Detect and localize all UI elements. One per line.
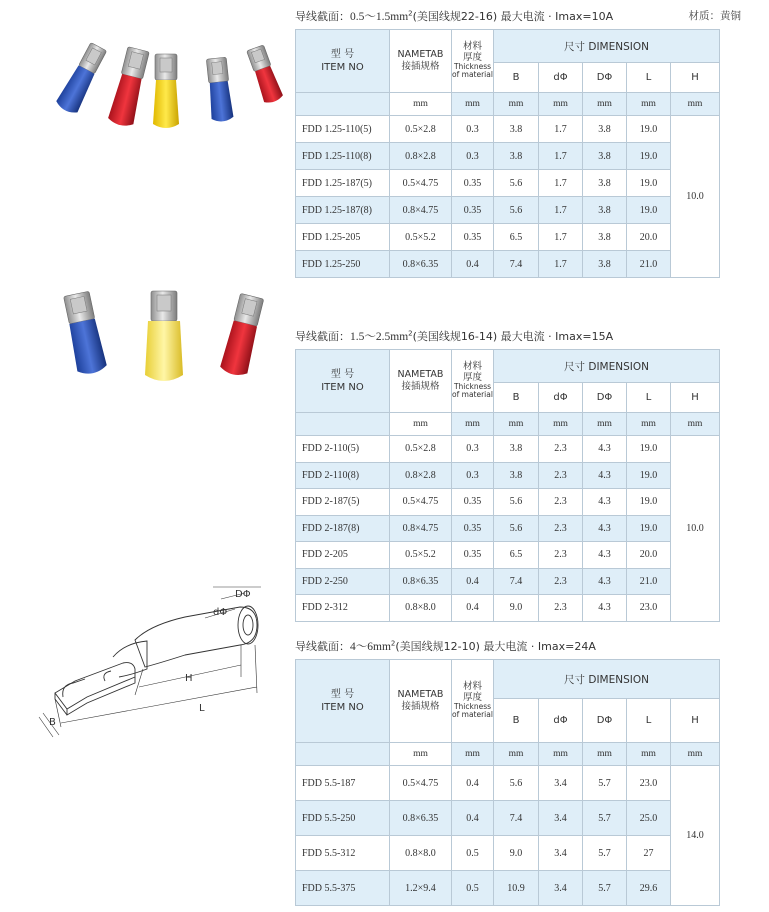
thickness-cell: 0.3 — [452, 436, 494, 463]
unit-cell: mm — [627, 93, 671, 116]
L-cell: 19.0 — [627, 436, 671, 463]
B-cell: 9.0 — [494, 595, 539, 622]
B-cell: 5.6 — [494, 170, 539, 197]
thickness-cell: 0.35 — [452, 515, 494, 542]
unit-row — [296, 93, 720, 116]
dim-header-D: DΦ — [583, 383, 627, 413]
D-cell: 3.8 — [583, 170, 627, 197]
D-cell: 3.8 — [583, 224, 627, 251]
unit-cell: mm — [627, 743, 671, 766]
terminal-blue-medium — [62, 291, 108, 376]
nametab-cell: 0.8×6.35 — [390, 568, 452, 595]
terminal-red-2 — [246, 45, 284, 105]
unit-cell: mm — [583, 413, 627, 436]
L-cell: 23.0 — [627, 595, 671, 622]
D-cell: 4.3 — [583, 462, 627, 489]
B-cell: 5.6 — [494, 766, 539, 801]
unit-cell: mm — [583, 743, 627, 766]
table-row — [296, 515, 720, 542]
D-cell: 3.8 — [583, 197, 627, 224]
L-cell: 19.0 — [627, 489, 671, 516]
L-cell: 21.0 — [627, 251, 671, 278]
L-cell: 23.0 — [627, 766, 671, 801]
D-cell: 3.8 — [583, 116, 627, 143]
terminal-red-medium — [219, 293, 266, 378]
heading-sup: 2 — [390, 639, 396, 648]
thickness-cell: 0.35 — [452, 170, 494, 197]
nametab-header-cn: 接插规格 — [401, 701, 440, 712]
B-cell: 5.6 — [494, 489, 539, 516]
dim-header-d: dΦ — [539, 63, 583, 93]
d-cell: 3.4 — [539, 801, 583, 836]
nametab-header-cn: 接插规格 — [401, 381, 440, 392]
thickness-cell: 0.3 — [452, 143, 494, 170]
nametab-cell: 0.5×2.8 — [390, 116, 452, 143]
D-cell: 4.3 — [583, 568, 627, 595]
nametab-cell: 0.5×4.75 — [390, 489, 452, 516]
item-cell: FDD 1.25-250 — [296, 251, 390, 278]
thickness-cell: 0.5 — [452, 836, 494, 871]
B-cell: 7.4 — [494, 801, 539, 836]
B-cell: 9.0 — [494, 836, 539, 871]
thickness-header-en1: Thickness — [453, 62, 492, 72]
heading-suffix: (美国线规22-16) 最大电流 · Imax=10A — [412, 10, 614, 23]
d-cell: 2.3 — [539, 542, 583, 569]
thickness-cell: 0.4 — [452, 766, 494, 801]
type-header-cn: 型 号 — [330, 688, 355, 700]
d-cell: 1.7 — [539, 143, 583, 170]
D-cell: 4.3 — [583, 595, 627, 622]
B-cell: 3.8 — [494, 462, 539, 489]
heading-suffix: (美国线规12-10) 最大电流 · Imax=24A — [395, 640, 596, 653]
thickness-header-cn1: 材料 — [462, 681, 482, 693]
heading-sup: 2 — [408, 9, 413, 18]
nametab-header-en: NAMETAB — [397, 689, 444, 701]
terminal-blue-1 — [54, 41, 109, 116]
item-cell: FDD 1.25-187(5) — [296, 170, 390, 197]
unit-cell: mm — [539, 93, 583, 116]
B-cell: 7.4 — [494, 568, 539, 595]
nametab-cell: 0.8×8.0 — [390, 836, 452, 871]
unit-cell-blank — [296, 413, 390, 436]
B-cell: 3.8 — [494, 116, 539, 143]
thickness-cell: 0.5 — [452, 871, 494, 906]
thickness-cell: 0.4 — [452, 595, 494, 622]
item-cell: FDD 2-187(8) — [296, 515, 390, 542]
unit-cell: mm — [627, 413, 671, 436]
d-cell: 1.7 — [539, 116, 583, 143]
D-cell: 5.7 — [583, 801, 627, 836]
H-cell: 10.0 — [671, 436, 720, 622]
table-row — [296, 436, 720, 463]
thickness-cell: 0.35 — [452, 197, 494, 224]
dim-header-D: DΦ — [583, 63, 627, 93]
heading-prefix: 导线截面： — [295, 330, 350, 343]
unit-cell: mm — [539, 743, 583, 766]
table-row — [296, 224, 720, 251]
material-label: 材质：黄铜 — [688, 10, 741, 22]
thickness-header-en2: of material — [452, 70, 493, 80]
dim-header-H: H — [671, 383, 720, 413]
nametab-header — [390, 30, 452, 93]
L-cell: 25.0 — [627, 801, 671, 836]
H-cell: 10.0 — [671, 116, 720, 278]
nametab-cell: 0.8×4.75 — [390, 515, 452, 542]
d-cell: 2.3 — [539, 568, 583, 595]
section-heading — [295, 328, 613, 344]
dim-header-d: dΦ — [539, 699, 583, 743]
type-header-en: ITEM NO — [321, 702, 364, 713]
table-row — [296, 595, 720, 622]
nametab-cell: 0.8×2.8 — [390, 462, 452, 489]
dim-header-B: B — [494, 63, 539, 93]
thickness-cell: 0.3 — [452, 116, 494, 143]
product-photo-medium-terminals — [50, 285, 280, 395]
L-cell: 20.0 — [627, 542, 671, 569]
d-cell: 2.3 — [539, 436, 583, 463]
table-row — [296, 489, 720, 516]
type-header — [296, 660, 390, 743]
unit-row — [296, 413, 720, 436]
d-cell: 2.3 — [539, 595, 583, 622]
thickness-header-en2: of material — [452, 390, 493, 400]
header-row — [296, 30, 720, 63]
thickness-header-cn1: 材料 — [462, 361, 482, 373]
B-cell: 6.5 — [494, 224, 539, 251]
diagram-label-H: H — [185, 673, 193, 684]
unit-cell: mm — [671, 413, 720, 436]
terminal-yellow-medium — [145, 291, 183, 381]
D-cell: 4.3 — [583, 515, 627, 542]
L-cell: 20.0 — [627, 224, 671, 251]
d-cell: 3.4 — [539, 766, 583, 801]
item-cell: FDD 1.25-110(5) — [296, 116, 390, 143]
table-row — [296, 116, 720, 143]
table-row — [296, 542, 720, 569]
unit-cell-blank — [296, 743, 390, 766]
nametab-cell: 1.2×9.4 — [390, 871, 452, 906]
type-header-cn: 型 号 — [330, 368, 355, 380]
table-row — [296, 871, 720, 906]
table-row — [296, 766, 720, 801]
nametab-header-en: NAMETAB — [397, 369, 444, 381]
item-cell: FDD 1.25-205 — [296, 224, 390, 251]
unit-cell: mm — [671, 743, 720, 766]
d-cell: 2.3 — [539, 515, 583, 542]
type-header-en: ITEM NO — [321, 382, 364, 393]
thickness-header — [452, 350, 494, 413]
item-cell: FDD 5.5-312 — [296, 836, 390, 871]
heading-range: 4～6mm — [350, 641, 391, 653]
thickness-cell: 0.4 — [452, 801, 494, 836]
dimension-header: 尺寸 DIMENSION — [494, 350, 720, 383]
thickness-cell: 0.35 — [452, 542, 494, 569]
item-cell: FDD 2-312 — [296, 595, 390, 622]
unit-cell-blank — [296, 93, 390, 116]
type-header — [296, 350, 390, 413]
D-cell: 4.3 — [583, 542, 627, 569]
heading-sup: 2 — [408, 329, 413, 338]
thickness-cell: 0.3 — [452, 462, 494, 489]
unit-cell: mm — [671, 93, 720, 116]
d-cell: 2.3 — [539, 489, 583, 516]
thickness-header-cn2: 厚度 — [462, 51, 482, 63]
nametab-cell: 0.8×6.35 — [390, 801, 452, 836]
unit-row — [296, 743, 720, 766]
d-cell: 2.3 — [539, 462, 583, 489]
table-row — [296, 197, 720, 224]
L-cell: 19.0 — [627, 143, 671, 170]
L-cell: 29.6 — [627, 871, 671, 906]
unit-cell: mm — [390, 743, 452, 766]
heading-suffix: (美国线规16-14) 最大电流 · Imax=15A — [412, 330, 614, 343]
terminal-red-1 — [107, 46, 151, 128]
table-row — [296, 568, 720, 595]
item-cell: FDD 5.5-250 — [296, 801, 390, 836]
unit-cell: mm — [452, 413, 494, 436]
D-cell: 4.3 — [583, 436, 627, 463]
header-row — [296, 660, 720, 699]
B-cell: 5.6 — [494, 515, 539, 542]
product-photo-small-terminals — [40, 30, 290, 145]
item-cell: FDD 2-110(8) — [296, 462, 390, 489]
nametab-header-en: NAMETAB — [397, 49, 444, 61]
unit-cell: mm — [583, 93, 627, 116]
L-cell: 19.0 — [627, 116, 671, 143]
table-row — [296, 462, 720, 489]
unit-cell: mm — [452, 93, 494, 116]
dimension-header: 尺寸 DIMENSION — [494, 660, 720, 699]
L-cell: 21.0 — [627, 568, 671, 595]
D-cell: 3.8 — [583, 143, 627, 170]
L-cell: 19.0 — [627, 197, 671, 224]
B-cell: 7.4 — [494, 251, 539, 278]
d-cell: 1.7 — [539, 197, 583, 224]
nametab-header-cn: 接插规格 — [401, 61, 440, 72]
d-cell: 1.7 — [539, 170, 583, 197]
table-row — [296, 251, 720, 278]
d-cell: 1.7 — [539, 224, 583, 251]
D-cell: 5.7 — [583, 836, 627, 871]
heading-prefix: 导线截面： — [295, 640, 350, 653]
thickness-cell: 0.4 — [452, 568, 494, 595]
dim-header-B: B — [494, 383, 539, 413]
nametab-cell: 0.5×4.75 — [390, 170, 452, 197]
table-row — [296, 836, 720, 871]
terminal-blue-2 — [205, 57, 234, 122]
L-cell: 19.0 — [627, 515, 671, 542]
unit-cell: mm — [494, 93, 539, 116]
table-row — [296, 170, 720, 197]
type-header — [296, 30, 390, 93]
nametab-cell: 0.8×4.75 — [390, 197, 452, 224]
dim-header-H: H — [671, 63, 720, 93]
unit-cell: mm — [539, 413, 583, 436]
spec-table — [295, 349, 720, 622]
unit-cell: mm — [452, 743, 494, 766]
unit-cell: mm — [494, 413, 539, 436]
unit-cell: mm — [390, 413, 452, 436]
item-cell: FDD 1.25-110(8) — [296, 143, 390, 170]
thickness-header-cn2: 厚度 — [462, 371, 482, 383]
table-row — [296, 801, 720, 836]
B-cell: 3.8 — [494, 143, 539, 170]
thickness-header — [452, 30, 494, 93]
diagram-label-B: B — [49, 717, 56, 728]
D-cell: 5.7 — [583, 871, 627, 906]
type-header-cn: 型 号 — [330, 48, 355, 60]
unit-cell: mm — [494, 743, 539, 766]
table-row — [296, 143, 720, 170]
thickness-header — [452, 660, 494, 743]
unit-cell: mm — [390, 93, 452, 116]
item-cell: FDD 2-110(5) — [296, 436, 390, 463]
section-heading — [295, 638, 596, 654]
nametab-header — [390, 660, 452, 743]
thickness-header-en1: Thickness — [453, 382, 492, 392]
diagram-label-d: dΦ — [213, 607, 228, 618]
item-cell: FDD 5.5-375 — [296, 871, 390, 906]
d-cell: 3.4 — [539, 836, 583, 871]
thickness-cell: 0.4 — [452, 251, 494, 278]
nametab-cell: 0.5×4.75 — [390, 766, 452, 801]
dim-header-L: L — [627, 699, 671, 743]
item-cell: FDD 1.25-187(8) — [296, 197, 390, 224]
dimension-header: 尺寸 DIMENSION — [494, 30, 720, 63]
header-row — [296, 350, 720, 383]
item-cell: FDD 2-250 — [296, 568, 390, 595]
type-header-en: ITEM NO — [321, 62, 364, 73]
L-cell: 27 — [627, 836, 671, 871]
dim-header-B: B — [494, 699, 539, 743]
L-cell: 19.0 — [627, 462, 671, 489]
nametab-cell: 0.5×2.8 — [390, 436, 452, 463]
nametab-cell: 0.5×5.2 — [390, 542, 452, 569]
D-cell: 5.7 — [583, 766, 627, 801]
nametab-cell: 0.8×6.35 — [390, 251, 452, 278]
nametab-cell: 0.8×8.0 — [390, 595, 452, 622]
thickness-cell: 0.35 — [452, 224, 494, 251]
heading-range: 0.5～1.5mm — [350, 11, 409, 23]
heading-range: 1.5～2.5mm — [350, 331, 409, 343]
diagram-label-L: L — [199, 703, 205, 714]
item-cell: FDD 2-205 — [296, 542, 390, 569]
spec-table — [295, 29, 720, 278]
terminal-yellow-1 — [153, 54, 179, 128]
B-cell: 3.8 — [494, 436, 539, 463]
nametab-cell: 0.8×2.8 — [390, 143, 452, 170]
thickness-header-en1: Thickness — [453, 702, 492, 712]
nametab-cell: 0.5×5.2 — [390, 224, 452, 251]
thickness-header-cn2: 厚度 — [462, 691, 482, 703]
item-cell: FDD 2-187(5) — [296, 489, 390, 516]
dim-header-H: H — [671, 699, 720, 743]
D-cell: 4.3 — [583, 489, 627, 516]
diagram-label-D: DΦ — [235, 589, 251, 600]
spec-table — [295, 659, 720, 906]
thickness-header-cn1: 材料 — [462, 41, 482, 53]
L-cell: 19.0 — [627, 170, 671, 197]
B-cell: 5.6 — [494, 197, 539, 224]
dim-header-d: dΦ — [539, 383, 583, 413]
nametab-header — [390, 350, 452, 413]
B-cell: 10.9 — [494, 871, 539, 906]
dim-header-D: DΦ — [583, 699, 627, 743]
terminal-dimension-drawing — [35, 585, 280, 745]
item-cell: FDD 5.5-187 — [296, 766, 390, 801]
thickness-header-en2: of material — [452, 710, 493, 720]
section-heading — [295, 8, 613, 24]
dim-header-L: L — [627, 383, 671, 413]
d-cell: 3.4 — [539, 871, 583, 906]
H-cell: 14.0 — [671, 766, 720, 906]
dim-header-L: L — [627, 63, 671, 93]
B-cell: 6.5 — [494, 542, 539, 569]
D-cell: 3.8 — [583, 251, 627, 278]
thickness-cell: 0.35 — [452, 489, 494, 516]
d-cell: 1.7 — [539, 251, 583, 278]
heading-prefix: 导线截面： — [295, 10, 350, 23]
